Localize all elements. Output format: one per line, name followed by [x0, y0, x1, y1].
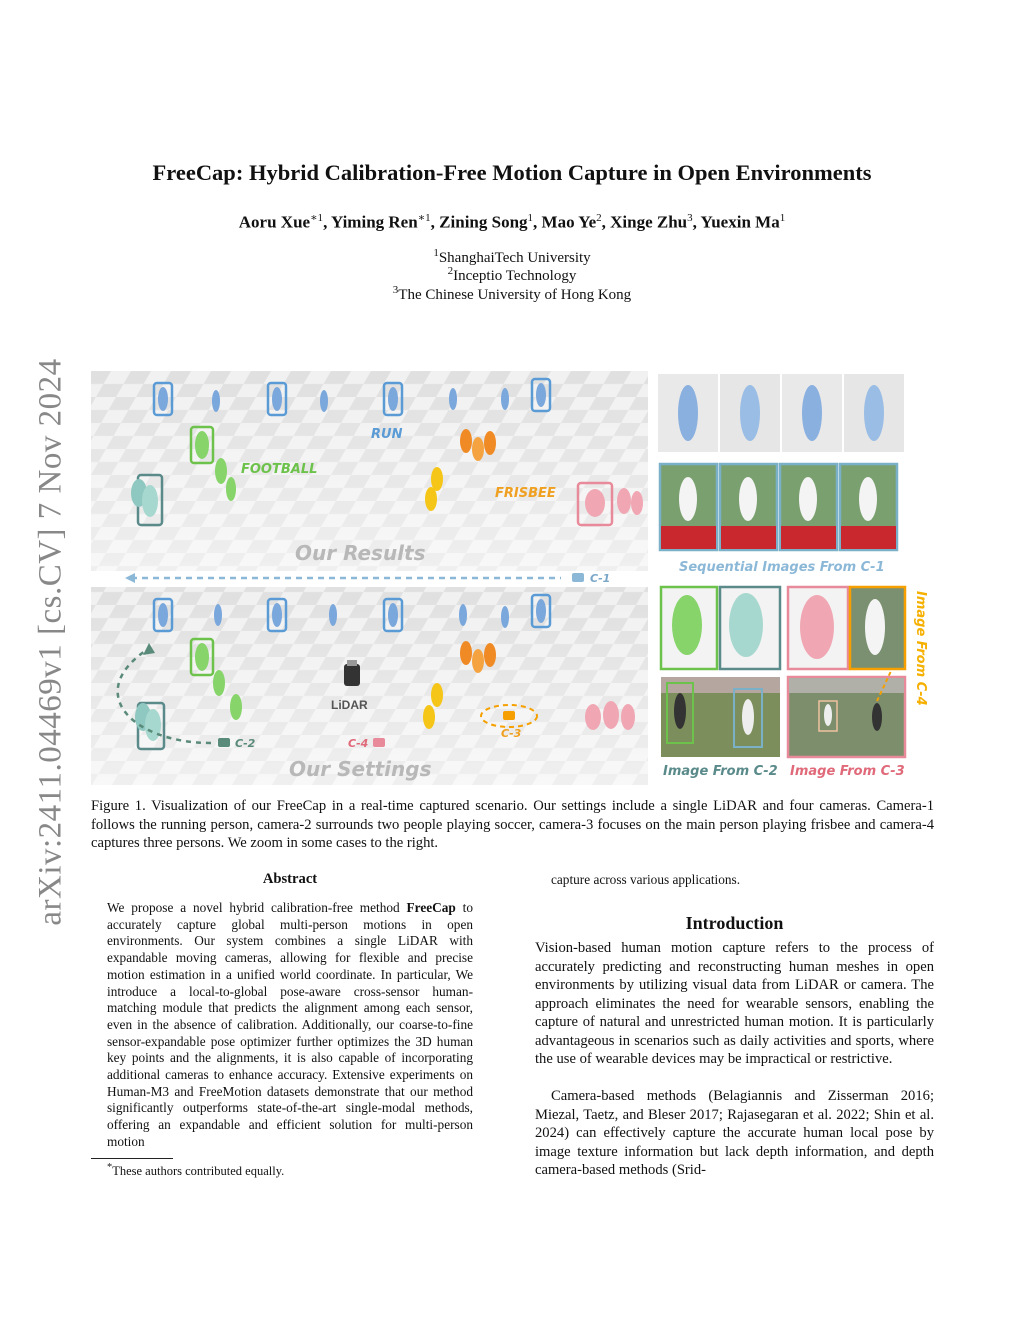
label-image-c2: Image From C-2: [663, 764, 778, 779]
author-affiliation-mark: 2: [596, 212, 602, 224]
zoom-c2: [661, 587, 780, 779]
sequential-images-c1: [658, 374, 904, 575]
camera-icon: [218, 738, 230, 747]
our-settings-panel: [91, 587, 648, 785]
author: Yuexin Ma: [700, 212, 780, 232]
author: Aoru Xue: [238, 212, 311, 232]
figure-caption: Figure 1. Visualization of our FreeCap in a real-time captured scenario. Our settings include a single LiDAR and four cameras. Camera-1 follows the running person, camera-2 surrounds two people playing soccer, camera-3 focuses on the main person playing frisbee and camera-4 captures three persons. We zoom in some cases to the right.: [91, 798, 934, 852]
figure-1: [91, 371, 928, 785]
method-name: FreeCap: [406, 900, 456, 915]
arxiv-identifier: arXiv:2411.04469v1 [cs.CV] 7 Nov 2024: [32, 358, 69, 926]
label-c4: C-4: [348, 737, 369, 750]
abstract-body: We propose a novel hybrid calibration-free method FreeCap to accurately capture global multi-person motions in open environments. Our system combines a single LiDAR with expandable moving cameras, allowing for flexible and precise motion estimation in a unified world coordinate. In particular, We introduce a local-to-global pose-aware cross-sensor human-matching module that predicts the alignment among each sensor, even in the absence of calibration. Additionally, our coarse-to-fine sensor-expandable pose optimizer further optimizes the 3D human key points and the alignments, it is also capable of incorporating additional cameras to enhance accuracy. Extensive experiments on Human-M3 and FreeMotion datasets demonstrate that our method significantly outperforms state-of-the-art single-modal methods, offering an expandable and efficient solution for multi-person motion: [107, 900, 473, 1149]
footnote: *These authors contributed equally.: [107, 1162, 285, 1179]
label-our-results: Our Results: [295, 541, 426, 565]
arxiv-side-stamp: [28, 355, 74, 930]
affiliation: $^1$ShanghaiTech University: [433, 247, 591, 266]
author: Xinge Zhu: [610, 212, 688, 232]
abstract-continuation: capture across various applications.: [551, 872, 741, 887]
author-affiliation-mark: ∗1: [417, 212, 431, 224]
label-c2: C-2: [235, 737, 256, 750]
zoom-c3: [788, 671, 905, 779]
label-frisbee: FRISBEE: [495, 486, 556, 501]
author: Zining Song: [439, 212, 528, 232]
label-sequential-c1: Sequential Images From C-1: [679, 560, 885, 575]
paper-title: FreeCap: Hybrid Calibration-Free Motion Capture in Open Environments: [152, 160, 872, 185]
camera-icon: [373, 738, 385, 747]
label-football: FOOTBALL: [241, 462, 318, 477]
affiliation: $^3$The Chinese University of Hong Kong: [392, 284, 632, 303]
author-affiliation-mark: 1: [527, 212, 534, 224]
label-c1: C-1: [590, 572, 611, 585]
author: Yiming Ren: [330, 212, 418, 232]
our-results-panel: [91, 371, 648, 571]
figure-illustration: [91, 371, 928, 785]
author-affiliation-mark: 3: [687, 212, 693, 224]
author: Mao Ye: [541, 212, 597, 232]
introduction-paragraph-1: Vision-based human motion capture refers to the process of accurately predicting and reconstructing human meshes in open environments by utilizing visual data from LiDAR or camera. The approach eliminates the need for wearable sensors, enabling the capture of natural and unrestricted human motion. It is particularly advantageous in scenarios such as daily activities and sports, where the use of wearable devices may be impractical or restrictive.: [535, 940, 934, 1067]
label-image-c3: Image From C-3: [790, 764, 905, 779]
author-list: Aoru Xue$^{∗1}$, Yiming Ren$^{∗1}$, Zining Song$^1$, Mao Ye$^2$, Xinge Zhu$^3$, Yuexin Ma$^1$: [238, 212, 786, 232]
label-lidar: LiDAR: [331, 698, 368, 712]
introduction-heading: Introduction: [685, 913, 784, 933]
label-run: RUN: [371, 427, 403, 442]
author-affiliation-mark: 1: [779, 212, 786, 224]
label-our-settings: Our Settings: [289, 757, 432, 781]
label-image-c4: Image From C-4: [913, 591, 928, 706]
introduction-paragraph-2: Camera-based methods (Belagiannis and Zisserman 2016; Miezal, Taetz, and Bleser 2017; Rajasegaran et al. 2022; Shin et al. 2024) can effectively capture the accurate human local pose by image texture information but lack depth information, and depth camera-based methods (Srid-: [535, 1088, 934, 1178]
footnote-rule: [91, 1158, 173, 1159]
abstract-heading: Abstract: [262, 871, 318, 887]
affiliation: $^2$Inceptio Technology: [447, 265, 577, 284]
camera-icon: [503, 711, 515, 720]
camera-icon: [572, 573, 584, 582]
lidar-sensor: [344, 664, 360, 686]
label-c3: C-3: [501, 727, 522, 740]
author-affiliation-mark: ∗1: [310, 212, 324, 224]
